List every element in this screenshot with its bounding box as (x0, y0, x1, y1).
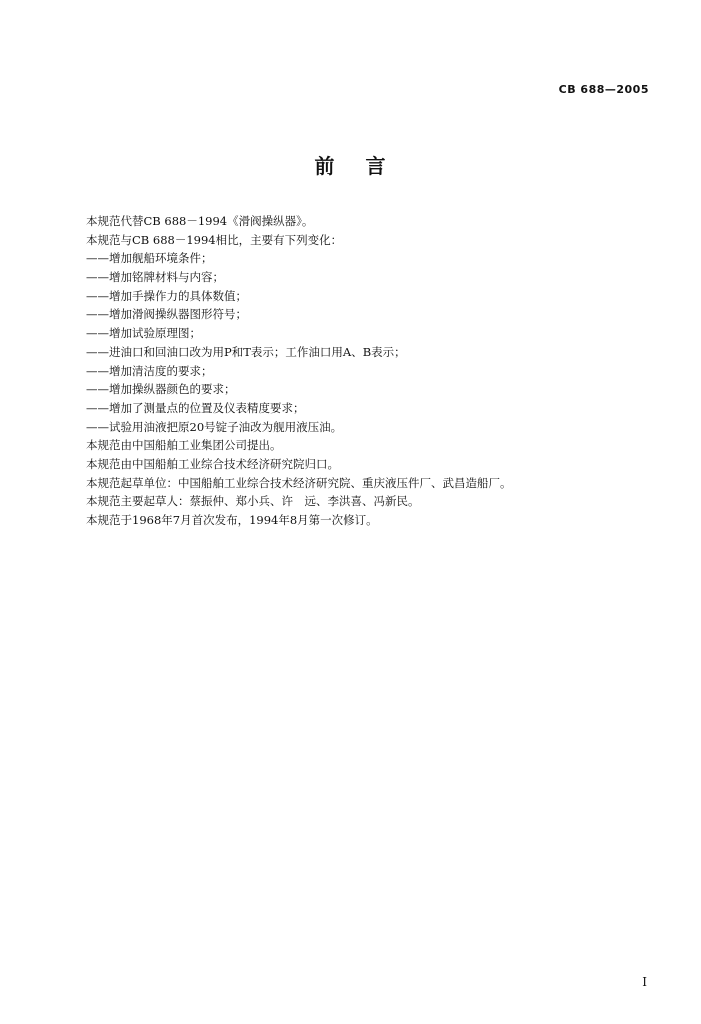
change-item: ——增加舰船环境条件； (86, 251, 213, 266)
change-item: ——增加试验原理图； (86, 326, 201, 341)
title-char-2: 言 (365, 154, 387, 178)
paragraph-line: 本规范由中国船舶工业集团公司提出。 (86, 438, 282, 453)
page-number: I (642, 975, 647, 989)
foreword-body (86, 212, 666, 530)
standard-code: CB 688—2005 (558, 83, 649, 96)
paragraph-line: 本规范由中国船舶工业综合技术经济研究院归口。 (86, 456, 339, 471)
paragraph-line: 本规范与CB 688－1994相比，主要有下列变化： (86, 232, 343, 247)
paragraph-line: 本规范代替CB 688－1994《滑阀操纵器》。 (86, 214, 314, 228)
change-item: ——进油口和回油口改为用P和T表示；工作油口用A、B表示； (86, 344, 406, 359)
title-char-1: 前 (314, 154, 336, 178)
paragraph-line: 本规范主要起草人：蔡振仲、郑小兵、许 远、李洪喜、冯新民。 (86, 494, 420, 509)
change-item: ——试验用油液把原20号锭子油改为舰用液压油。 (86, 419, 343, 434)
change-item: ——增加清洁度的要求； (86, 363, 213, 378)
paragraph-line: 本规范于1968年7月首次发布，1994年8月第一次修订。 (86, 513, 378, 527)
change-item: ——增加手操作力的具体数值； (86, 288, 247, 303)
change-item: ——增加操纵器颜色的要求； (86, 382, 236, 397)
paragraph-line: 本规范起草单位：中国船舶工业综合技术经济研究院、重庆液压件厂、武昌造船厂。 (86, 475, 512, 490)
page-title (0, 150, 701, 179)
change-item: ——增加铭牌材料与内容； (86, 270, 224, 285)
change-item: ——增加了测量点的位置及仪表精度要求； (86, 400, 305, 415)
change-item: ——增加滑阀操纵器图形符号； (86, 307, 247, 322)
